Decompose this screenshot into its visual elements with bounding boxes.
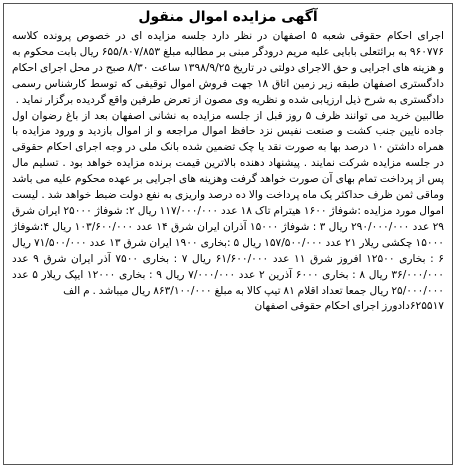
notice-paragraph-details: طالبین خرید می توانند ظرف ۵ روز قبل از جلسه مزایده به نشانی اصفهان بعد از باغ رضوان اول جاده نایین جنب کشت و صنعت نفیس نزد حافظ اموال مراجعه و از اموال بازدید و ورود مزایده با همراه داشتن ۱۰ درصد بها به صورت نقد یا چک تضمین شده بانک ملی در وجه اجرای احکام حقوقی در جلسه مزایده شرکت نمایند . پیشنهاد دهنده بالاترین قیمت برنده مزایده خواهد بود . تسلیم مال پس از پرداخت تمام بهای آن صورت خواهد گرفت وهزینه های اجرایی بر عهده محکوم علیه می باشد وماقی ثمن ظرف حداکثر یک ماه پرداخت والا ده درصد واریزی به نفع دولت ضبط خواهد شد . لیست اموال مورد مزایده :شوفاژ ۱۶۰۰ هیترام تاک ۱۸ عدد ۱۱۷/۰۰۰/۰۰۰ ریال ۲: شوفاژ ۲۵۰۰۰ ایران شرق ۲۹ عدد ۲۹۰/۰۰۰/۰۰۰ ریال ۳ : شوفاژ ۱۵۰۰۰ آذران ایران شرق ۱۴ عدد ۱۰۳/۶۰۰/۰۰۰ ریال ۴:شوفاژ ۱۵۰۰۰ چکشی ریلار ۲۱ عدد ۱۵۷/۵۰۰/۰۰۰ ریال ۵ :بخاری ۱۹۰۰ ایران شرق ۱۳ عدد ۷۱/۵۰۰/۰۰۰ ریال ۶ : بخاری ۱۲۵۰۰ افروز شرق ۱۱ عدد ۶۱/۶۰۰/۰۰۰ ریال ۷ : بخاری ۷۵۰۰ آذر ایران شرق ۹ عدد ۳۶/۰۰۰/۰۰۰ ریال ۸ : بخاری ۶۰۰۰ آذرین ۲ عدد ۷/۰۰۰/۰۰۰ ریال ۹ : بخاری ۱۲۰۰۰ ایپک ریلار ۵ عدد ۲۵/۰۰۰/۰۰۰ ریال جمعا تعداد اقلام ۸۱ تیپ کالا به مبلغ ۸۶۳/۱۰۰/۰۰۰ ریال میباشد . م الف [12, 109, 445, 297]
notice-frame [3, 3, 453, 465]
notice-signature: ۶۲۵۵۱۷دادورز اجرای احکام حقوقی اصفهان [254, 300, 444, 313]
notice-title: آگهی مزایده اموال منقول [138, 9, 318, 25]
notice-body [4, 29, 452, 315]
notice-paragraph-intro: اجرای احکام حقوقی شعبه ۵ اصفهان در نظر دارد جلسه مزایده ای در خصوص پرونده کلاسه ۹۶۰۷۷۶ به برائتعلی بابایی علیه مریم درودگر مبنی بر مطالبه مبلغ ۶۵۵/۸۰۷/۸۵۳ ریال بابت محکوم به و هزینه های اجرایی و حق الاجرای دولتی در تاریخ ۱۳۹۸/۹/۲۵ ساعت ۸/۳۰ صبح در محل اجرای احکام دادگستری اصفهان طبقه زیر زمین اتاق ۱۸ جهت فروش اموال توقیفی که توسط کارشناس رسمی دادگستری به شرح ذیل ارزیابی شده و نظریه وی مصون از تعرض طرفین واقع گردیده برگزار نماید . [12, 30, 444, 106]
